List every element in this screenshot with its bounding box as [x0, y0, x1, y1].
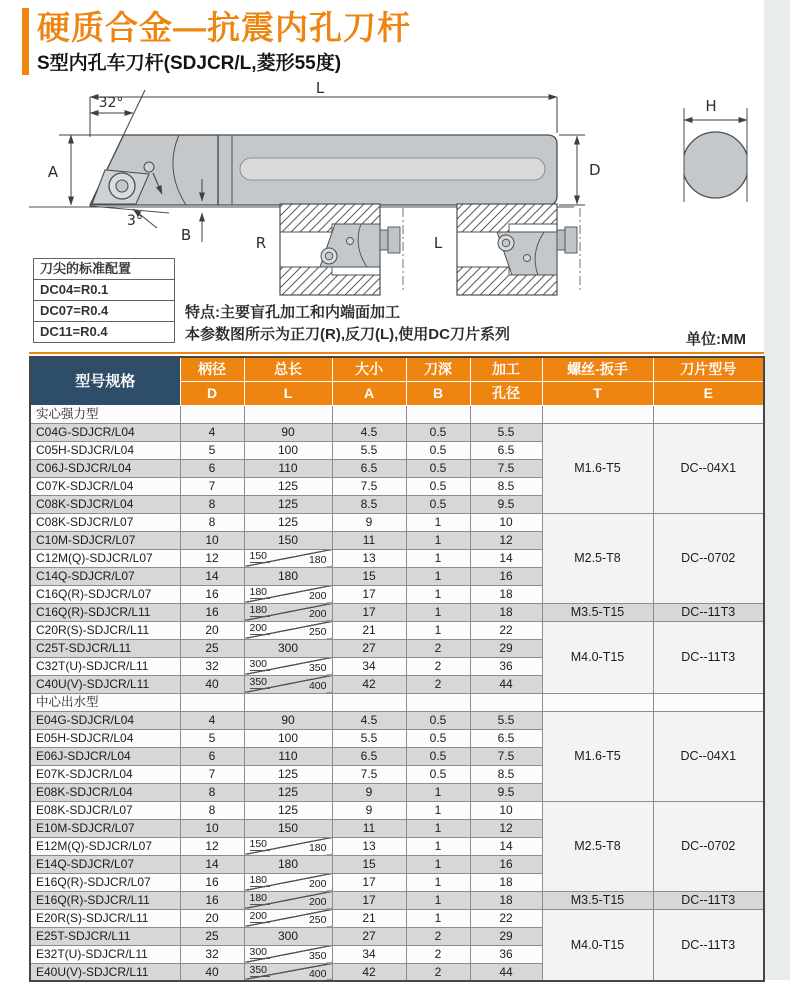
shank-dia-cell: 25 — [180, 927, 244, 945]
empty-cell — [406, 405, 470, 423]
model-cell: C08K-SDJCR/L07 — [30, 513, 180, 531]
model-cell: C20R(S)-SDJCR/L11 — [30, 621, 180, 639]
screw-wrench-cell: M4.0-T15 — [542, 909, 653, 981]
empty-cell — [332, 405, 406, 423]
insert-model-cell: DC--0702 — [653, 801, 764, 891]
tip-config-title: 刀尖的标准配置 — [40, 261, 132, 276]
depth-cell: 2 — [406, 639, 470, 657]
model-cell: C25T-SDJCR/L11 — [30, 639, 180, 657]
bore-cell: 10 — [470, 513, 542, 531]
header-bore: 加工 — [470, 357, 542, 381]
shank-dia-cell: 5 — [180, 441, 244, 459]
inset-right-hand-label: R — [255, 234, 267, 252]
bore-cell: 18 — [470, 603, 542, 621]
spec-row — [30, 711, 764, 729]
depth-cell: 1 — [406, 783, 470, 801]
shank-dia-cell: 40 — [180, 675, 244, 693]
depth-cell: 2 — [406, 927, 470, 945]
shank-dia-cell: 8 — [180, 495, 244, 513]
model-cell: C06J-SDJCR/L04 — [30, 459, 180, 477]
empty-cell — [653, 405, 764, 423]
length-min: 200 — [250, 911, 271, 924]
depth-cell: 1 — [406, 621, 470, 639]
model-cell: E16Q(R)-SDJCR/L07 — [30, 873, 180, 891]
total-length-cell: 300 — [244, 639, 332, 657]
depth-cell: 1 — [406, 603, 470, 621]
depth-cell: 1 — [406, 819, 470, 837]
shank-dia-cell: 6 — [180, 747, 244, 765]
depth-cell: 0.5 — [406, 441, 470, 459]
bore-cell: 36 — [470, 657, 542, 675]
length-min: 200 — [250, 623, 271, 636]
features-line2: 本参数图所示为正刀(R),反刀(L),使用DC刀片系列 — [185, 326, 510, 343]
empty-cell — [244, 405, 332, 423]
section-header-row — [30, 405, 764, 423]
depth-cell: 2 — [406, 945, 470, 963]
shank-dia-cell: 20 — [180, 909, 244, 927]
total-length-cell: 90 — [244, 711, 332, 729]
empty-cell — [470, 693, 542, 711]
size-cell: 5.5 — [332, 729, 406, 747]
title-accent-bar — [22, 8, 29, 75]
size-cell: 6.5 — [332, 747, 406, 765]
bore-cell: 22 — [470, 909, 542, 927]
empty-cell — [244, 693, 332, 711]
shank-dia-cell: 8 — [180, 513, 244, 531]
empty-cell — [332, 693, 406, 711]
shank-dia-cell: 7 — [180, 477, 244, 495]
bore-cell: 18 — [470, 891, 542, 909]
spec-table — [29, 356, 765, 982]
length-min: 300 — [250, 659, 271, 672]
model-cell: C40U(V)-SDJCR/L11 — [30, 675, 180, 693]
depth-cell: 1 — [406, 891, 470, 909]
length-max: 180 — [308, 842, 327, 854]
screw-wrench-cell: M3.5-T15 — [542, 891, 653, 909]
total-length-cell: 125 — [244, 513, 332, 531]
depth-cell: 0.5 — [406, 423, 470, 441]
end-view-circle — [683, 132, 749, 198]
length-max: 180 — [308, 554, 327, 566]
shank-dia-cell: 5 — [180, 729, 244, 747]
dim-height-label: A — [47, 163, 59, 181]
depth-cell: 1 — [406, 549, 470, 567]
depth-cell: 0.5 — [406, 711, 470, 729]
depth-cell: 2 — [406, 657, 470, 675]
depth-cell: 0.5 — [406, 477, 470, 495]
header-depth: 刀深 — [406, 357, 470, 381]
total-length-cell: 180 — [244, 855, 332, 873]
model-cell: C07K-SDJCR/L04 — [30, 477, 180, 495]
bore-cell: 5.5 — [470, 423, 542, 441]
dim-top-angle-label: 32° — [98, 95, 124, 111]
page-title: 硬质合金—抗震内孔刀杆 — [37, 9, 411, 46]
features-text — [185, 302, 510, 346]
total-length-cell: 125 — [244, 765, 332, 783]
header-shank-dia: 柄径 — [180, 357, 244, 381]
size-cell: 13 — [332, 837, 406, 855]
length-max: 350 — [308, 662, 327, 674]
model-cell: C16Q(R)-SDJCR/L07 — [30, 585, 180, 603]
total-length-cell: 90 — [244, 423, 332, 441]
bore-cell: 44 — [470, 963, 542, 981]
model-cell: E20R(S)-SDJCR/L11 — [30, 909, 180, 927]
screw-hole — [144, 162, 154, 172]
shank-dia-cell: 14 — [180, 567, 244, 585]
length-max: 400 — [308, 967, 327, 980]
length-min: 180 — [250, 587, 271, 600]
bore-cell: 29 — [470, 927, 542, 945]
screw-wrench-cell: M4.0-T15 — [542, 621, 653, 693]
total-length-cell: 125 — [244, 801, 332, 819]
insert-model-cell: DC--04X1 — [653, 711, 764, 801]
model-cell: E07K-SDJCR/L04 — [30, 765, 180, 783]
size-cell: 11 — [332, 819, 406, 837]
bore-cell: 8.5 — [470, 765, 542, 783]
model-cell: E25T-SDJCR/L11 — [30, 927, 180, 945]
total-length-cell: 150 — [244, 819, 332, 837]
total-length-cell — [244, 909, 332, 927]
depth-cell: 1 — [406, 585, 470, 603]
total-length-cell: 100 — [244, 729, 332, 747]
bore-cell: 9.5 — [470, 495, 542, 513]
model-cell: E40U(V)-SDJCR/L11 — [30, 963, 180, 981]
insert-model-cell: DC--11T3 — [653, 909, 764, 981]
bore-cell: 12 — [470, 819, 542, 837]
length-max: 200 — [308, 590, 327, 602]
total-length-cell — [244, 585, 332, 603]
total-length-cell — [244, 945, 332, 963]
tip-config-row: DC04=R0.1 — [34, 279, 174, 300]
model-cell: C12M(Q)-SDJCR/L07 — [30, 549, 180, 567]
dim-length-label: L — [315, 80, 325, 97]
depth-cell: 0.5 — [406, 495, 470, 513]
depth-cell: 1 — [406, 801, 470, 819]
length-max: 200 — [308, 896, 327, 908]
total-length-cell — [244, 549, 332, 567]
bore-cell: 14 — [470, 837, 542, 855]
insert-model-cell: DC--11T3 — [653, 621, 764, 693]
depth-cell: 1 — [406, 909, 470, 927]
total-length-cell: 125 — [244, 477, 332, 495]
header-size: 大小 — [332, 357, 406, 381]
dim-clearance-label: 3° — [127, 213, 143, 229]
depth-cell: 2 — [406, 675, 470, 693]
model-cell: E32T(U)-SDJCR/L11 — [30, 945, 180, 963]
depth-cell: 0.5 — [406, 459, 470, 477]
shank-dia-cell: 8 — [180, 783, 244, 801]
depth-cell: 0.5 — [406, 729, 470, 747]
bore-cell: 18 — [470, 585, 542, 603]
total-length-cell — [244, 603, 332, 621]
model-cell: E04G-SDJCR/L04 — [30, 711, 180, 729]
insert-model-cell: DC--04X1 — [653, 423, 764, 513]
size-cell: 13 — [332, 549, 406, 567]
unit-label: 单位:MM — [686, 331, 746, 348]
total-length-cell — [244, 657, 332, 675]
empty-cell — [653, 693, 764, 711]
model-cell: C10M-SDJCR/L07 — [30, 531, 180, 549]
header-code-t: T — [542, 381, 653, 405]
size-cell: 9 — [332, 513, 406, 531]
empty-cell — [542, 405, 653, 423]
empty-cell — [180, 693, 244, 711]
spec-row — [30, 603, 764, 621]
size-cell: 15 — [332, 855, 406, 873]
length-min: 300 — [250, 947, 271, 960]
bore-cell: 22 — [470, 621, 542, 639]
spec-table-wrap — [29, 356, 763, 982]
shank-dia-cell: 16 — [180, 585, 244, 603]
size-cell: 7.5 — [332, 477, 406, 495]
bore-cell: 8.5 — [470, 477, 542, 495]
empty-cell — [542, 693, 653, 711]
length-min: 350 — [250, 677, 271, 690]
depth-cell: 0.5 — [406, 747, 470, 765]
total-length-cell: 110 — [244, 747, 332, 765]
header-model: 型号规格 — [30, 357, 180, 405]
empty-cell — [406, 693, 470, 711]
page-edge-strip — [764, 0, 790, 980]
model-cell: C16Q(R)-SDJCR/L11 — [30, 603, 180, 621]
size-cell: 11 — [332, 531, 406, 549]
size-cell: 17 — [332, 603, 406, 621]
model-cell: E16Q(R)-SDJCR/L11 — [30, 891, 180, 909]
header-code-a: A — [332, 381, 406, 405]
tip-config-row: DC11=R0.4 — [34, 321, 174, 342]
size-cell: 4.5 — [332, 711, 406, 729]
depth-cell: 1 — [406, 531, 470, 549]
shank-dia-cell: 32 — [180, 945, 244, 963]
total-length-cell — [244, 873, 332, 891]
spec-row — [30, 621, 764, 639]
bore-cell: 6.5 — [470, 729, 542, 747]
length-max: 250 — [308, 626, 327, 638]
model-cell: E12M(Q)-SDJCR/L07 — [30, 837, 180, 855]
spec-table-header — [30, 357, 764, 405]
length-min: 180 — [250, 893, 271, 906]
size-cell: 34 — [332, 657, 406, 675]
bore-cell: 7.5 — [470, 747, 542, 765]
shank-dia-cell: 7 — [180, 765, 244, 783]
spec-row — [30, 513, 764, 531]
total-length-cell: 125 — [244, 495, 332, 513]
shank-dia-cell: 12 — [180, 549, 244, 567]
depth-cell: 1 — [406, 837, 470, 855]
length-max: 350 — [308, 950, 327, 962]
shank-dia-cell: 16 — [180, 603, 244, 621]
depth-cell: 1 — [406, 567, 470, 585]
shank-dia-cell: 25 — [180, 639, 244, 657]
shank-dia-cell: 16 — [180, 873, 244, 891]
size-cell: 34 — [332, 945, 406, 963]
screw-wrench-cell: M1.6-T5 — [542, 711, 653, 801]
section-name: 中心出水型 — [30, 693, 180, 711]
shank-dia-cell: 10 — [180, 531, 244, 549]
model-cell: E10M-SDJCR/L07 — [30, 819, 180, 837]
size-cell: 27 — [332, 927, 406, 945]
header-code-b: B — [406, 381, 470, 405]
shank-dia-cell: 20 — [180, 621, 244, 639]
model-cell: C08K-SDJCR/L04 — [30, 495, 180, 513]
length-min: 350 — [250, 965, 271, 978]
screw-wrench-cell: M2.5-T8 — [542, 801, 653, 891]
bore-cell: 29 — [470, 639, 542, 657]
shank-dia-cell: 4 — [180, 423, 244, 441]
total-length-cell: 150 — [244, 531, 332, 549]
tip-config-row: DC07=R0.4 — [34, 300, 174, 321]
bore-cell: 16 — [470, 855, 542, 873]
size-cell: 21 — [332, 621, 406, 639]
empty-cell — [470, 405, 542, 423]
bar-slot — [240, 158, 545, 180]
header-code-l: L — [244, 381, 332, 405]
bore-cell: 36 — [470, 945, 542, 963]
spec-row — [30, 891, 764, 909]
bore-cell: 7.5 — [470, 459, 542, 477]
length-max: 200 — [308, 878, 327, 890]
depth-cell: 1 — [406, 513, 470, 531]
depth-cell: 1 — [406, 873, 470, 891]
page-subtitle: S型内孔车刀杆(SDJCR/L,菱形55度) — [37, 53, 342, 74]
spec-row — [30, 909, 764, 927]
size-cell: 6.5 — [332, 459, 406, 477]
screw-wrench-cell: M2.5-T8 — [542, 513, 653, 603]
depth-cell: 1 — [406, 855, 470, 873]
bore-cell: 16 — [470, 567, 542, 585]
spec-row — [30, 801, 764, 819]
section-header-row — [30, 693, 764, 711]
total-length-cell: 125 — [244, 783, 332, 801]
dim-head-width-label: H — [705, 97, 717, 115]
model-cell: E14Q-SDJCR/L07 — [30, 855, 180, 873]
bore-cell: 6.5 — [470, 441, 542, 459]
size-cell: 5.5 — [332, 441, 406, 459]
shank-dia-cell: 6 — [180, 459, 244, 477]
size-cell: 17 — [332, 873, 406, 891]
length-min: 150 — [250, 551, 271, 564]
empty-cell — [180, 405, 244, 423]
shank-dia-cell: 32 — [180, 657, 244, 675]
spec-table-body — [30, 405, 764, 981]
length-max: 400 — [308, 680, 327, 692]
header-screw-wrench: 螺丝-扳手 — [542, 357, 653, 381]
insert-model-cell: DC--0702 — [653, 513, 764, 603]
dim-offset-label: B — [180, 226, 192, 244]
size-cell: 8.5 — [332, 495, 406, 513]
model-cell: C05H-SDJCR/L04 — [30, 441, 180, 459]
features-line1: 特点:主要盲孔加工和内端面加工 — [185, 304, 400, 321]
total-length-cell — [244, 621, 332, 639]
shank-dia-cell: 40 — [180, 963, 244, 981]
length-min: 150 — [250, 839, 271, 852]
bore-cell: 14 — [470, 549, 542, 567]
bore-cell: 12 — [470, 531, 542, 549]
shank-dia-cell: 8 — [180, 801, 244, 819]
size-cell: 42 — [332, 675, 406, 693]
total-length-cell — [244, 891, 332, 909]
header-insert-model: 刀片型号 — [653, 357, 764, 381]
model-cell: C14Q-SDJCR/L07 — [30, 567, 180, 585]
model-cell: E08K-SDJCR/L07 — [30, 801, 180, 819]
bore-cell: 18 — [470, 873, 542, 891]
shank-dia-cell: 16 — [180, 891, 244, 909]
dim-diameter-label: D — [589, 161, 601, 179]
bore-cell: 5.5 — [470, 711, 542, 729]
model-cell: E08K-SDJCR/L04 — [30, 783, 180, 801]
size-cell: 27 — [332, 639, 406, 657]
size-cell: 17 — [332, 891, 406, 909]
model-cell: E06J-SDJCR/L04 — [30, 747, 180, 765]
shank-dia-cell: 4 — [180, 711, 244, 729]
total-length-cell — [244, 963, 332, 981]
size-cell: 15 — [332, 567, 406, 585]
shank-dia-cell: 14 — [180, 855, 244, 873]
size-cell: 42 — [332, 963, 406, 981]
insert-model-cell: DC--11T3 — [653, 891, 764, 909]
bore-cell: 44 — [470, 675, 542, 693]
length-max: 200 — [308, 608, 327, 620]
length-max: 250 — [308, 914, 327, 926]
spec-row — [30, 423, 764, 441]
model-cell: C04G-SDJCR/L04 — [30, 423, 180, 441]
shank-dia-cell: 12 — [180, 837, 244, 855]
screw-wrench-cell: M3.5-T15 — [542, 603, 653, 621]
model-cell: E05H-SDJCR/L04 — [30, 729, 180, 747]
insert-hole-inner — [116, 180, 128, 192]
total-length-cell: 110 — [244, 459, 332, 477]
size-cell: 21 — [332, 909, 406, 927]
size-cell: 4.5 — [332, 423, 406, 441]
total-length-cell: 100 — [244, 441, 332, 459]
header-code-d: D — [180, 381, 244, 405]
header-total-length: 总长 — [244, 357, 332, 381]
model-cell: C32T(U)-SDJCR/L11 — [30, 657, 180, 675]
bore-cell: 9.5 — [470, 783, 542, 801]
depth-cell: 2 — [406, 963, 470, 981]
size-cell: 9 — [332, 801, 406, 819]
total-length-cell — [244, 837, 332, 855]
size-cell: 7.5 — [332, 765, 406, 783]
screw-wrench-cell: M1.6-T5 — [542, 423, 653, 513]
header-code-bore: 孔径 — [470, 381, 542, 405]
insert-model-cell: DC--11T3 — [653, 603, 764, 621]
total-length-cell: 300 — [244, 927, 332, 945]
table-top-rule — [29, 352, 764, 354]
size-cell: 17 — [332, 585, 406, 603]
bore-cell: 10 — [470, 801, 542, 819]
depth-cell: 0.5 — [406, 765, 470, 783]
header-code-e: E — [653, 381, 764, 405]
inset-left-hand-label: L — [433, 234, 443, 252]
shank-dia-cell: 10 — [180, 819, 244, 837]
length-min: 180 — [250, 875, 271, 888]
total-length-cell — [244, 675, 332, 693]
total-length-cell: 180 — [244, 567, 332, 585]
section-name: 实心强力型 — [30, 405, 180, 423]
length-min: 180 — [250, 605, 271, 618]
size-cell: 9 — [332, 783, 406, 801]
tip-config-box — [33, 258, 175, 343]
